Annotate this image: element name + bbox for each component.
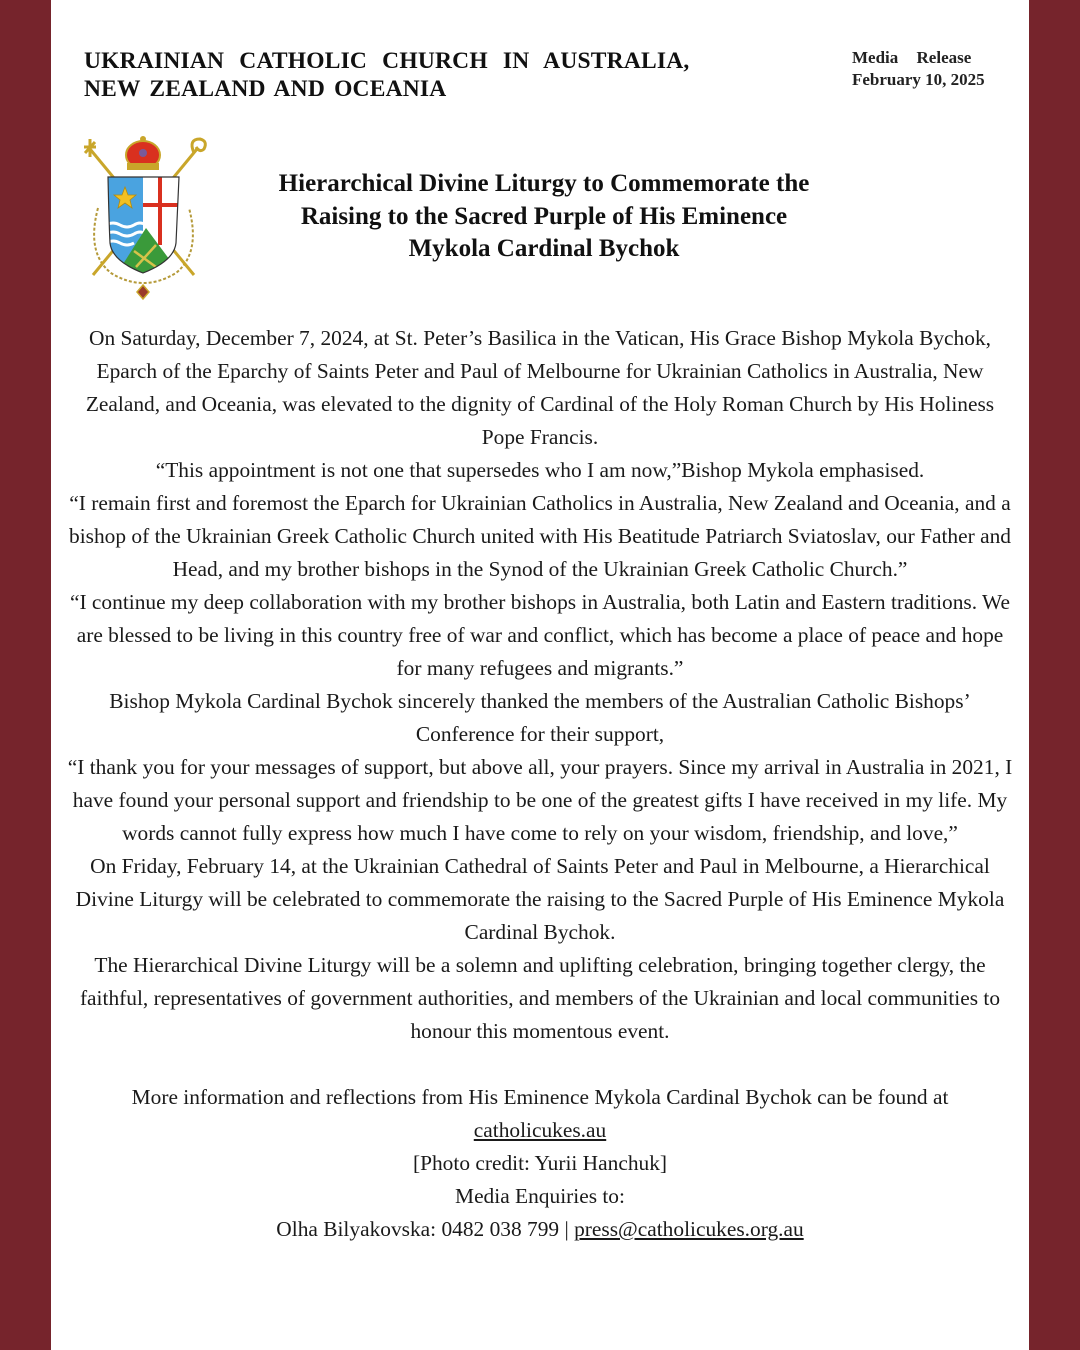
media-release-page (51, 0, 1029, 1350)
media-enquiries-label: Media Enquiries to: (455, 1184, 625, 1208)
more-info-text: More information and reflections from His Eminence Mykola Cardinal Bychok can be found at (131, 1085, 949, 1109)
paragraph: “This appointment is not one that supersedes who I am now,”Bishop Mykola emphasised. (155, 458, 925, 482)
paragraph: “I thank you for your messages of support, but above all, your prayers. Since my arrival in Australia in 2021, I have found your personal support and friendship to be one of the greatest gifts I have received in my life. My words cannot fully express how much I have come to rely on your wisdom, friendship, and love,” (67, 755, 1013, 845)
paragraph: “I continue my deep collaboration with my brother bishops in Australia, both Latin and Eastern traditions. We are blessed to be living in this country free of war and conflict, which has become a place of peace and hope for many refugees and migrants.” (69, 590, 1011, 680)
release-info (852, 47, 985, 91)
contact-line (65, 1213, 1015, 1246)
organization-title-line1: UKRAINIAN CATHOLIC CHURCH IN AUSTRALIA, (84, 48, 690, 74)
contact-name-phone: Olha Bilyakovska: 0482 038 799 | (276, 1217, 575, 1241)
organization-title-line2: NEW ZEALAND AND OCEANIA (84, 76, 447, 102)
release-type: Media Release (852, 48, 972, 67)
paragraph: On Friday, February 14, at the Ukrainian Cathedral of Saints Peter and Paul in Melbourne, a Hierarchical Divine Liturgy will be celebrated to commemorate the raising to the Sacred Purple of His Eminence Mykola Cardinal Bychok. (75, 854, 1005, 944)
headline: Hierarchical Divine Liturgy to Commemorate the Raising to the Sacred Purple of His Eminence Mykola Cardinal Bychok (278, 170, 810, 262)
paragraph: On Saturday, December 7, 2024, at St. Peter’s Basilica in the Vatican, His Grace Bishop Mykola Bychok, Eparch of the Eparchy of Saints Peter and Paul of Melbourne for Ukrainian Catholics in Australia, New Zealand, and Oceania, was elevated to the dignity of Cardinal of the Holy Roman Church by His Holiness Pope Francis. (85, 326, 995, 449)
paragraph: “I remain first and foremost the Eparch for Ukrainian Catholics in Australia, New Zealand and Oceania, and a bishop of the Ukrainian Greek Catholic Church united with His Beatitude Patriarch Sviatoslav, our Father and Head, and my brother bishops in the Synod of the Ukrainian Greek Catholic Church.” (69, 491, 1011, 581)
pendant-cross (137, 285, 149, 299)
website-link[interactable]: catholicukes.au (473, 1118, 607, 1142)
coat-of-arms-icon (76, 133, 211, 301)
paragraph: Bishop Mykola Cardinal Bychok sincerely thanked the members of the Australian Catholic Bishops’ Conference for their support, (109, 689, 971, 746)
crosier-hook (192, 139, 205, 153)
more-info (65, 1081, 1015, 1147)
organization-title (84, 47, 824, 103)
article-body (65, 322, 1015, 1246)
spacer (65, 1048, 1015, 1081)
release-date: February 10, 2025 (852, 70, 985, 89)
email-link[interactable]: press@catholicukes.org.au (574, 1217, 804, 1241)
photo-credit: [Photo credit: Yurii Hanchuk] (412, 1151, 668, 1175)
paragraph: The Hierarchical Divine Liturgy will be a solemn and uplifting celebration, bringing together clergy, the faithful, representatives of government authorities, and members of the Ukrainian and local communities to honour this momentous event. (79, 953, 1001, 1043)
